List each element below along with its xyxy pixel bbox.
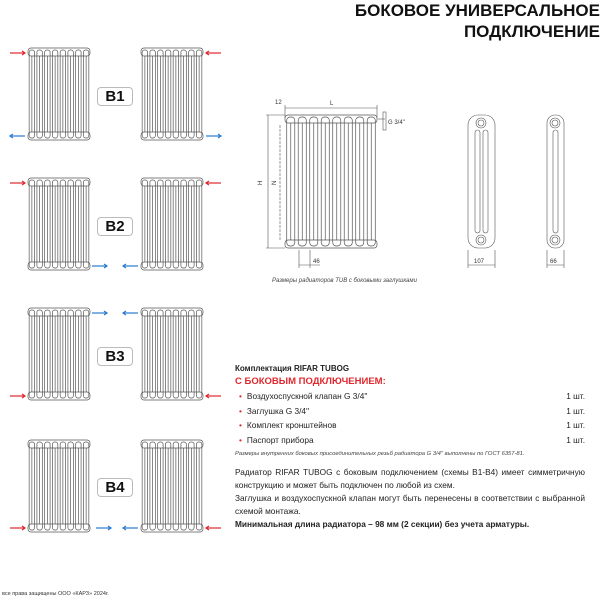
copyright-footer: все права защищены ООО «КАРЗ» 2024г.	[2, 591, 109, 597]
radiator-icon	[141, 308, 203, 400]
supply-arrow-icon	[10, 526, 25, 530]
bullet-icon: •	[239, 405, 242, 416]
radiator-icon	[28, 440, 90, 532]
dim-thread: G 3/4''	[388, 120, 405, 126]
kit-item: • Комплект кронштейнов 1 шт.	[239, 420, 585, 431]
bullet-icon: •	[239, 420, 242, 431]
kit-item: • Заглушка G 3/4'' 1 шт.	[239, 405, 585, 416]
kit-item: • Воздухоспускной клапан G 3/4'' 1 шт.	[239, 391, 585, 402]
return-arrow-icon	[123, 311, 138, 315]
radiator-icon	[141, 440, 203, 532]
supply-arrow-icon	[206, 526, 221, 530]
return-arrow-icon	[96, 526, 111, 530]
dim-n: N	[272, 180, 278, 185]
description: Радиатор RIFAR TUBOG с боковым подключением (схемы В1-В4) имеет симметричную конструкцию и может быть подключен по любой из схем. Заглушка и воздухоспускной клапан могут быть перенесены в соответствии с выбранной схемой монтажа. Минимальная длина радиатора – 98 мм (2 секции) без учета арматуры.	[235, 467, 585, 529]
radiator-icon	[285, 115, 377, 248]
bullet-icon: •	[239, 434, 242, 445]
scheme-label-b4: B4	[97, 478, 133, 497]
kit-subheading: С БОКОВЫМ ПОДКЛЮЧЕНИЕМ:	[235, 376, 386, 387]
supply-arrow-icon	[10, 394, 25, 398]
scheme-label-b1: B1	[97, 87, 133, 106]
bullet-icon: •	[239, 391, 242, 402]
return-arrow-icon	[92, 311, 107, 315]
kit-heading: Комплектация RIFAR TUBOG	[235, 364, 350, 373]
dim-l: L	[330, 101, 334, 107]
kit-note: Размеры внутренних боковых присоединительных резьб радиатора G 3/4'' выполнены по ГОСТ 6357-81.	[235, 450, 525, 457]
scheme-label-b2: B2	[97, 217, 133, 236]
dim-66: 66	[550, 259, 557, 265]
page-title: БОКОВОЕ УНИВЕРСАЛЬНОЕ ПОДКЛЮЧЕНИЕ	[354, 1, 600, 41]
dim-h: H	[258, 180, 264, 185]
kit-item: • Паспорт прибора 1 шт.	[239, 434, 585, 445]
dim-46: 46	[313, 259, 320, 265]
kit-section	[235, 364, 585, 457]
dim-107: 107	[474, 259, 485, 265]
drawing-caption: Размеры радиаторов TUB с боковыми заглушками	[272, 278, 417, 284]
supply-arrow-icon	[206, 394, 221, 398]
dim-12: 12	[275, 100, 282, 106]
return-arrow-icon	[123, 526, 138, 530]
radiator-icon	[28, 308, 90, 400]
scheme-label-b3: B3	[97, 347, 133, 366]
